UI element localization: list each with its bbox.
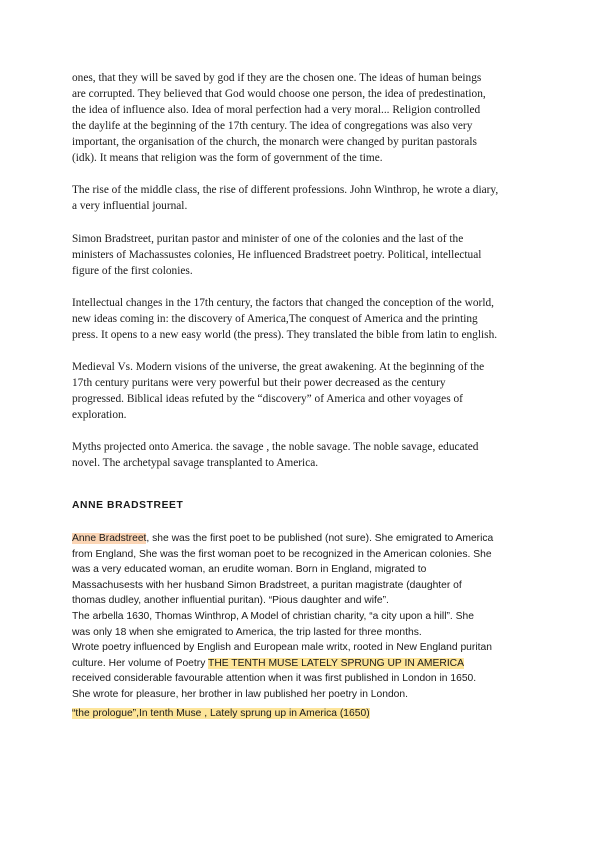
text-line: ministers of Machassustes colonies, He influenced Bradstreet poetry. Political, intellectual <box>72 249 482 261</box>
text-line: She wrote for pleasure, her brother in law published her poetry in London. <box>72 688 408 700</box>
paragraph-intellectual-changes <box>72 295 534 343</box>
text-line: press. It opens to a new easy world (the press). They translated the bible from latin to english. <box>72 329 498 341</box>
text-line: thomas dudley, another influential puritan). “Pious daughter and wife”. <box>72 595 389 607</box>
paragraph-simon-bradstreet <box>72 231 534 279</box>
text-line: (idk). It means that religion was the form of government of the time. <box>72 152 383 164</box>
paragraph-myths <box>72 439 534 471</box>
text-line: a very influential journal. <box>72 200 188 212</box>
text-line: 17th century puritans were very powerful but their power decreased as the century <box>72 377 446 389</box>
text-line: Medieval Vs. Modern visions of the universe, the great awakening. At the beginning of the <box>72 361 485 373</box>
text-line: exploration. <box>72 409 127 421</box>
text-line: The rise of the middle class, the rise of different professions. John Winthrop, he wrote a diary, <box>72 184 499 196</box>
text-line: figure of the first colonies. <box>72 265 193 277</box>
text-line: Simon Bradstreet, puritan pastor and minister of one of the colonies and the last of the <box>72 233 464 245</box>
text-line: Wrote poetry influenced by English and European male writx, rooted in New England puritan <box>72 642 492 654</box>
text-line: was a very educated woman, an erudite woman. Born in England, migrated to <box>72 564 427 576</box>
text-line: The arbella 1630, Thomas Winthrop, A Model of christian charity, “a city upon a hill”. She <box>72 610 474 622</box>
text-fragment: culture. Her volume of Poetry <box>72 657 209 669</box>
text-line: from England, She was the first woman poet to be recognized in the American colonies. She <box>72 548 492 560</box>
highlighted-book-title: THE TENTH MUSE LATELY SPRUNG UP IN AMERICA <box>208 657 464 669</box>
paragraph-medieval-modern <box>72 359 534 423</box>
text-line: novel. The archetypal savage transplanted to America. <box>72 457 319 469</box>
text-line: ones, that they will be saved by god if they are the chosen one. The ideas of human beings <box>72 72 482 84</box>
text-line: the idea of influence also. Idea of moral perfection had a very moral... Religion controlled <box>72 104 481 116</box>
section-heading: ANNE BRADSTREET <box>72 500 184 511</box>
text-line: Myths projected onto America. the savage , the noble savage. The noble savage, educated <box>72 441 479 453</box>
highlighted-prologue: “the prologue”,In tenth Muse , Lately sprung up in America (1650) <box>72 708 370 719</box>
text-line: received considerable favourable attention when it was first published in London in 1650. <box>72 673 477 685</box>
text-line: Massachusests with her husband Simon Bradstreet, a puritan magistrate (daughter of <box>72 579 462 591</box>
paragraph-puritan-beliefs <box>72 70 534 166</box>
text-line: important, the organisation of the church, the monarch were changed by puritan pastorals <box>72 136 477 148</box>
paragraph-anne-bradstreet <box>72 531 534 703</box>
text-line: was only 18 when she emigrated to America, the trip lasted for three months. <box>72 626 422 638</box>
text-line <box>72 531 534 547</box>
text-line: progressed. Biblical ideas refuted by the “discovery” of America and other voyages of <box>72 393 463 405</box>
text-line <box>72 656 534 672</box>
paragraph-prologue <box>72 706 534 722</box>
text-line: are corrupted. They believed that God would choose one person, the idea of predestination, <box>72 88 486 100</box>
paragraph-middle-class <box>72 182 534 214</box>
text-line: new ideas coming in: the discovery of America,The conquest of America and the printing <box>72 313 478 325</box>
text-line <box>72 706 534 722</box>
text-line: Intellectual changes in the 17th century, the factors that changed the conception of the world, <box>72 297 494 309</box>
highlighted-name: Anne Bradstreet <box>72 533 147 544</box>
text-line: the daylife at the beginning of the 17th century. The idea of congregations was also very <box>72 120 473 132</box>
text-fragment: , she was the first poet to be published (not sure). She emigrated to America <box>146 533 494 544</box>
